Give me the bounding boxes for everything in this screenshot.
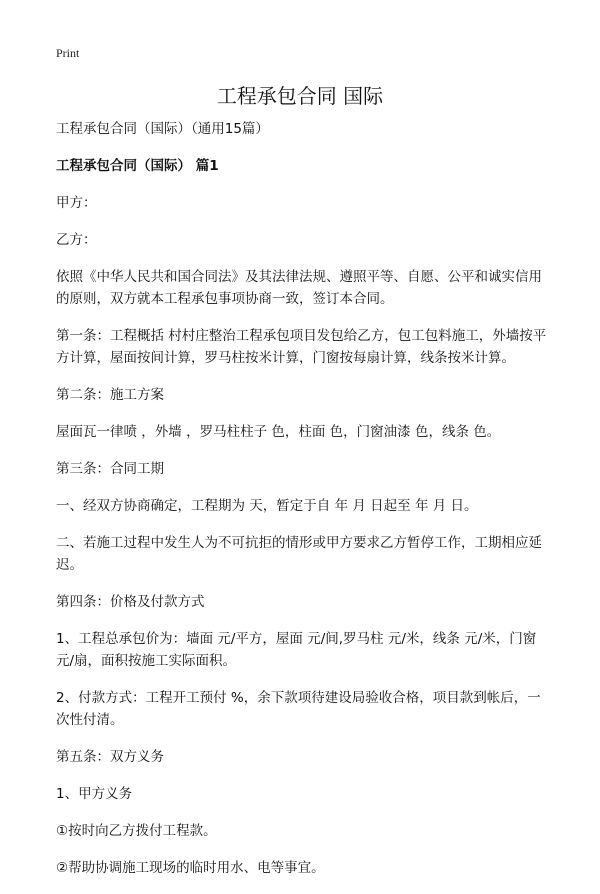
section-heading: 工程承包合同（国际） 篇1 <box>56 158 219 174</box>
paragraph: 甲方： <box>56 195 97 211</box>
paragraph: ②帮助协调施工现场的临时用水、电等事宜。 <box>56 860 325 876</box>
paragraph: 屋面瓦一律喷 ，外墙 ，罗马柱柱子 色，柱面 色，门窗油漆 色，线条 色。 <box>56 424 501 440</box>
paragraph: 1、甲方义务 <box>56 786 133 802</box>
paragraph: 工程承包合同（国际）（通用15篇） <box>56 121 269 137</box>
paragraph: 2、付款方式：工程开工预付 %，余下款项待建设局验收合格，项目款到帐后，一次性付清。 <box>56 690 541 728</box>
paragraph: 1、工程总承包价为：墙面 元/平方，屋面 元/间,罗马柱 元/米，线条 元/米，门窗 元/扇，面积按施工实际面积。 <box>56 631 537 669</box>
print-link[interactable]: Print <box>56 46 80 60</box>
paragraph: 依照《中华人民共和国合同法》及其法律法规、遵照平等、自愿、公平和诚实信用的原则，双方就本工程承包事项协商一致，签订本合同。 <box>56 269 542 307</box>
document-title: 工程承包合同 国际 <box>216 84 384 108</box>
paragraph: 乙方： <box>56 232 97 248</box>
paragraph: 第二条：施工方案 <box>56 387 164 403</box>
paragraph: ①按时向乙方拨付工程款。 <box>56 823 217 839</box>
paragraph: 第一条：工程概括 村村庄整治工程承包项目发包给乙方，包工包料施工，外墙按平方计算，屋面按间计算，罗马柱按米计算，门窗按每扇计算，线条按米计算。 <box>56 328 547 366</box>
paragraph: 第五条：双方义务 <box>56 749 164 765</box>
paragraph: 二、若施工过程中发生人为不可抗拒的情形或甲方要求乙方暂停工作，工期相应延迟。 <box>56 535 542 573</box>
paragraph: 第三条：合同工期 <box>56 461 164 477</box>
paragraph: 第四条：价格及付款方式 <box>56 594 205 610</box>
document-body <box>56 118 548 894</box>
paragraph: 一、经双方协商确定，工程期为 天，暂定于自 年 月 日起至 年 月 日。 <box>56 498 478 514</box>
